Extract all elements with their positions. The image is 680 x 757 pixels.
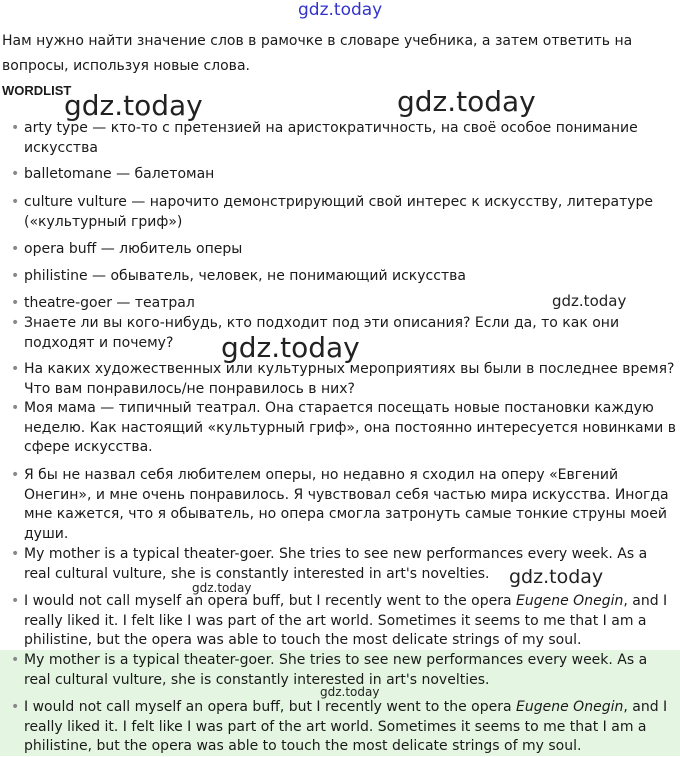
opera-title: Eugene Onegin bbox=[516, 593, 624, 609]
watermark: gdz.today bbox=[221, 331, 360, 364]
answer-en-item: • My mother is a typical theater-goer. She tries to see new performances every week. As a real cultural vulture, she is constantly interested in art's novelties. bbox=[24, 545, 676, 584]
wordlist-item: • culture vulture — нарочито демонстрирующий свой интерес к искусству, литературе («культурный гриф») bbox=[24, 193, 676, 232]
question-item: • Знаете ли вы кого-нибудь, кто подходит под эти описания? Если да, то как они подходят и почему? bbox=[24, 314, 676, 353]
question-item: • На каких художественных или культурных мероприятиях вы были в последнее время? Что вам понравилось/не понравилось в них? bbox=[24, 360, 676, 399]
watermark: gdz.today bbox=[397, 85, 536, 118]
answer-en-text: I would not call myself an opera buff, but I recently went to the opera bbox=[24, 699, 517, 715]
wordlist-item: • theatre-goer — театрал bbox=[24, 294, 676, 314]
wordlist-item: • balletomane — балетоман bbox=[24, 165, 676, 185]
answer-en-item bbox=[24, 592, 676, 651]
intro-text: Нам нужно найти значение слов в рамочке в словаре учебника, а затем ответить на вопросы, используя новые слова. bbox=[2, 33, 633, 74]
watermark: gdz.today bbox=[509, 566, 604, 588]
wordlist-item: • arty type — кто-то с претензией на аристократичность, на своё особое понимание искусства bbox=[24, 119, 676, 158]
wordlist-item: • philistine — обыватель, человек, не понимающий искусства bbox=[24, 267, 676, 287]
answer-en-text: , and I really liked it. I felt like I was part of the art world. Sometimes it seems to me that I am a philistine, but the opera was able to touch the most delicate strings of my soul. bbox=[24, 699, 668, 754]
watermark: gdz.today bbox=[64, 89, 203, 122]
watermark: gdz.today bbox=[192, 581, 252, 595]
watermark: gdz.today bbox=[552, 292, 627, 310]
answer-en-text: I would not call myself an opera buff, but I recently went to the opera bbox=[24, 593, 517, 609]
wordlist-title: WORDLIST bbox=[2, 83, 72, 98]
answer-en-item-highlighted: • My mother is a typical theater-goer. She tries to see new performances every week. As a real cultural vulture, she is constantly interested in art's novelties. bbox=[24, 651, 676, 690]
answer-ru-item: • Я бы не назвал себя любителем оперы, но недавно я сходил на оперу «Евгений Онегин», и мне очень понравилось. Я чувствовал себя частью мира искусства. Иногда мне кажется, что я обыватель, но опера смогла затронуть самые тонкие струны моей души. bbox=[24, 466, 676, 544]
wordlist-item: • opera buff — любитель оперы bbox=[24, 240, 676, 260]
opera-title: Eugene Onegin bbox=[516, 699, 624, 715]
watermark: gdz.today bbox=[298, 0, 383, 20]
answer-en-item-highlighted bbox=[24, 698, 676, 757]
watermark: gdz.today bbox=[320, 685, 380, 699]
answer-ru-item: • Моя мама — типичный театрал. Она старается посещать новые постановки каждую неделю. Как настоящий «культурный гриф», она постоянно интересуется новинками в сфере искусства. bbox=[24, 399, 676, 458]
answer-en-text: , and I really liked it. I felt like I was part of the art world. Sometimes it seems to me that I am a philistine, but the opera was able to touch the most delicate strings of my soul. bbox=[24, 593, 668, 648]
